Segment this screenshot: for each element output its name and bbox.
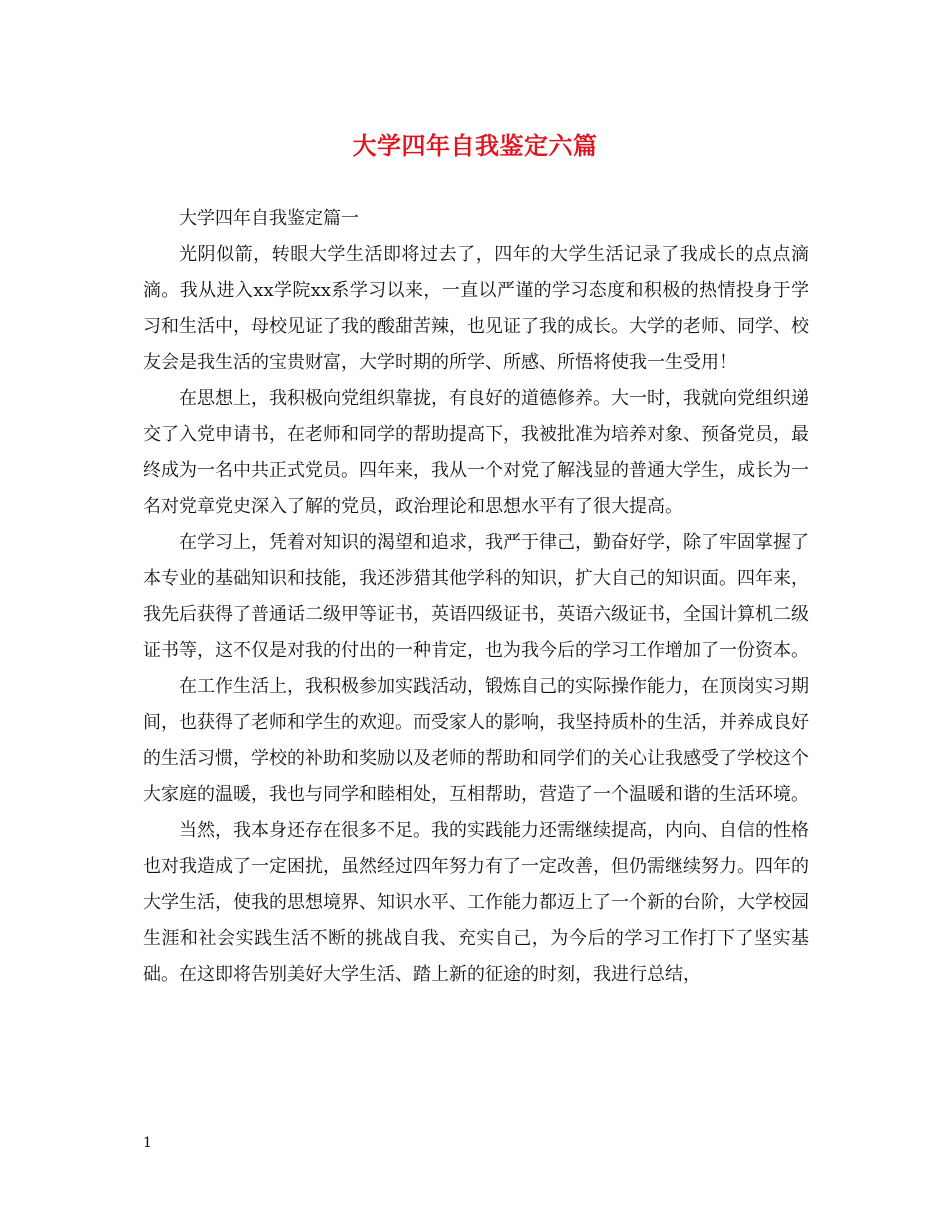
paragraph-ideology: 在思想上，我积极向党组织靠拢，有良好的道德修养。大一时，我就向党组织递交了入党申请书，在老师和同学的帮助提高下，我被批准为培养对象、预备党员，最终成为一名中共正式党员。四年来，我从一个对党了解浅显的普通大学生，成长为一名对党章党史深入了解的党员，政治理论和思想水平有了很大提高。 [143, 388, 809, 517]
document-title: 大学四年自我鉴定六篇 [352, 131, 598, 160]
paragraph-study: 在学习上，凭着对知识的渴望和追求，我严于律己，勤奋好学，除了牢固掌握了本专业的基础知识和技能，我还涉猎其他学科的知识，扩大自己的知识面。四年来，我先后获得了普通话二级甲等证书，英语四级证书，英语六级证书，全国计算机二级证书等，这不仅是对我的付出的一种肯定，也为我今后的学习工作增加了一份资本。 [143, 532, 809, 661]
document-body [143, 201, 809, 993]
paragraph-shortcomings: 当然，我本身还存在很多不足。我的实践能力还需继续提高，内向、自信的性格也对我造成了一定困扰，虽然经过四年努力有了一定改善，但仍需继续努力。四年的大学生活，使我的思想境界、知识水平、工作能力都迈上了一个新的台阶，大学校园生涯和社会实践生活不断的挑战自我、充实自己，为今后的学习工作打下了坚实基础。在这即将告别美好大学生活、踏上新的征途的时刻，我进行总结， [143, 820, 809, 985]
paragraph-intro: 光阴似箭，转眼大学生活即将过去了，四年的大学生活记录了我成长的点点滴滴。我从进入xx学院xx系学习以来，一直以严谨的学习态度和积极的热情投身于学习和生活中，母校见证了我的酸甜苦辣，也见证了我的成长。大学的老师、同学、校友会是我生活的宝贵财富，大学时期的所学、所感、所悟将使我一生受用！ [143, 244, 809, 373]
page-number: 1 [143, 1135, 152, 1151]
section-heading: 大学四年自我鉴定篇一 [179, 208, 359, 229]
paragraph-work-life: 在工作生活上，我积极参加实践活动，锻炼自己的实际操作能力，在顶岗实习期间，也获得了老师和学生的欢迎。而受家人的影响，我坚持质朴的生活，并养成良好的生活习惯，学校的补助和奖励以及老师的帮助和同学们的关心让我感受了学校这个大家庭的温暖，我也与同学和睦相处，互相帮助，营造了一个温暖和谐的生活环境。 [143, 676, 809, 805]
